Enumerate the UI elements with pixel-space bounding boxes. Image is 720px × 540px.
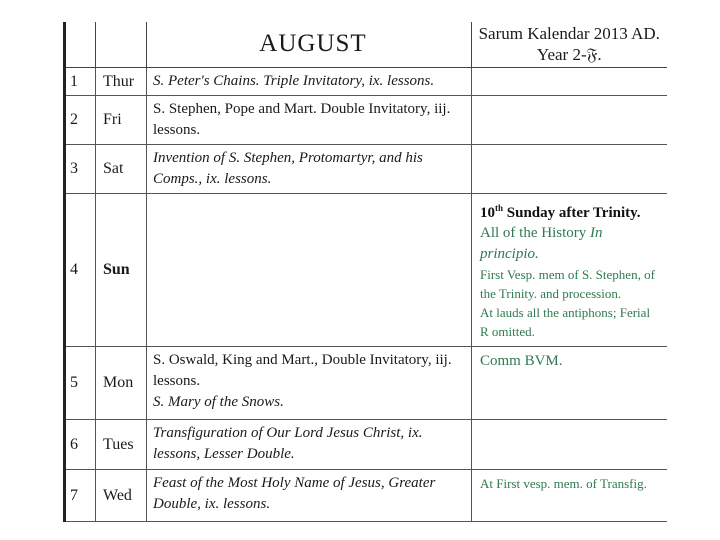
note-cell bbox=[472, 96, 667, 145]
calendar-table bbox=[63, 22, 667, 522]
ordinal-suffix: th bbox=[495, 203, 504, 213]
day-number: 6 bbox=[65, 420, 96, 470]
day-number: 1 bbox=[65, 68, 96, 96]
weekday: Wed bbox=[96, 470, 147, 522]
day-row bbox=[65, 347, 667, 420]
day-row bbox=[65, 194, 667, 347]
day-row bbox=[65, 96, 667, 145]
feast-text-commemoration: S. Mary of the Snows. bbox=[153, 394, 284, 410]
feast-text: Transfiguration of Our Lord Jesus Christ, ix. lessons, Lesser Double. bbox=[147, 420, 472, 470]
feast-text bbox=[147, 194, 472, 347]
note-cell bbox=[472, 145, 667, 194]
feast-text: S. Peter's Chains. Triple Invitatory, ix. lessons. bbox=[147, 68, 472, 96]
month-title: AUGUST bbox=[259, 30, 367, 57]
feast-text: Invention of S. Stephen, Protomartyr, and his Comps., ix. lessons. bbox=[147, 145, 472, 194]
note-cell bbox=[472, 347, 667, 420]
note-cell bbox=[472, 420, 667, 470]
calendar-year: Year 2-𝔉. bbox=[536, 45, 602, 64]
day-row bbox=[65, 470, 667, 522]
header-row bbox=[65, 22, 667, 68]
calendar-title: Sarum Kalendar 2013 AD. bbox=[478, 24, 660, 43]
weekday: Tues bbox=[96, 420, 147, 470]
commemoration-note: Comm BVM. bbox=[480, 353, 563, 369]
history-note bbox=[480, 223, 661, 265]
day-number: 2 bbox=[65, 96, 96, 145]
note-cell bbox=[472, 194, 667, 347]
day-row bbox=[65, 420, 667, 470]
day-number: 7 bbox=[65, 470, 96, 522]
feast-text: S. Stephen, Pope and Mart. Double Invitatory, iij. lessons. bbox=[147, 96, 472, 145]
first-vespers-note: At First vesp. mem. of Transfig. bbox=[480, 476, 647, 491]
history-note-text: All of the History bbox=[480, 225, 590, 241]
weekday: Thur bbox=[96, 68, 147, 96]
note-cell bbox=[472, 470, 667, 522]
feast-text-main: S. Oswald, King and Mart., Double Invitatory, iij. lessons. bbox=[153, 352, 452, 389]
header-title-cell bbox=[472, 22, 667, 68]
history-note-incipit: In principio. bbox=[480, 225, 603, 262]
note-cell bbox=[472, 68, 667, 96]
sunday-heading bbox=[480, 198, 661, 223]
weekday: Sun bbox=[96, 194, 147, 347]
weekday: Sat bbox=[96, 145, 147, 194]
day-number: 3 bbox=[65, 145, 96, 194]
weekday: Fri bbox=[96, 96, 147, 145]
sunday-number: 10 bbox=[480, 205, 495, 221]
weekday: Mon bbox=[96, 347, 147, 420]
day-number: 4 bbox=[65, 194, 96, 347]
lauds-note: At lauds all the antiphons; Ferial R omitted. bbox=[480, 305, 651, 339]
day-row bbox=[65, 68, 667, 96]
sunday-heading-text: Sunday after Trinity. bbox=[503, 205, 641, 221]
feast-text: Feast of the Most Holy Name of Jesus, Greater Double, ix. lessons. bbox=[147, 470, 472, 522]
day-row bbox=[65, 145, 667, 194]
feast-text bbox=[147, 347, 472, 420]
header-num-cell bbox=[65, 22, 96, 68]
header-day-cell bbox=[96, 22, 147, 68]
day-number: 5 bbox=[65, 347, 96, 420]
header-month-cell bbox=[147, 22, 472, 68]
vespers-note: First Vesp. mem of S. Stephen, of the Trinity. and procession. bbox=[480, 267, 655, 301]
